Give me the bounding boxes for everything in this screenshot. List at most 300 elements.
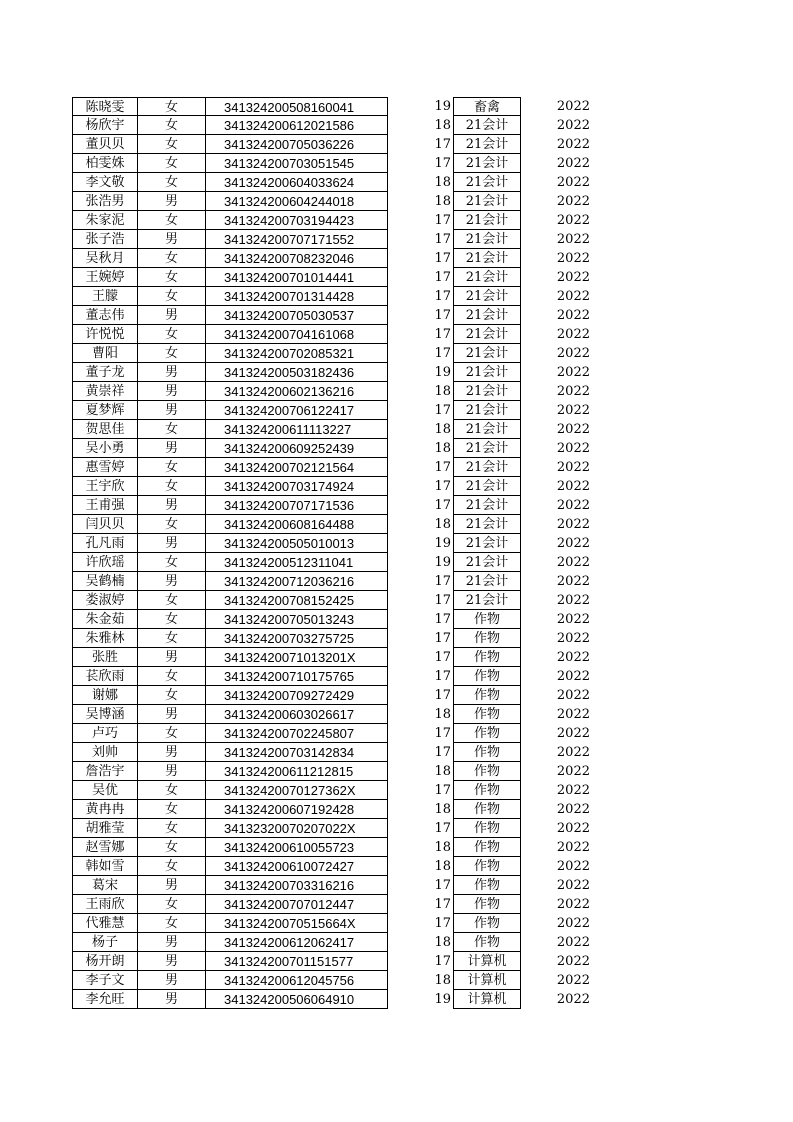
gender-cell: 男 <box>138 933 206 952</box>
gender-cell: 女 <box>138 667 206 686</box>
class-cell: 作物 <box>453 667 521 686</box>
class-cell: 作物 <box>453 743 521 762</box>
year-cell: 2022 <box>556 954 590 969</box>
gender-cell: 男 <box>138 306 206 325</box>
gender-cell: 男 <box>138 534 206 553</box>
id-number-cell: 341324200612045756 <box>206 971 388 990</box>
student-name-cell: 娄淑婷 <box>72 591 138 610</box>
table-row <box>0 268 793 287</box>
class-cell: 作物 <box>453 781 521 800</box>
year-cell: 2022 <box>556 118 590 133</box>
student-name-cell: 董志伟 <box>72 306 138 325</box>
student-name-cell: 朱金茹 <box>72 610 138 629</box>
id-number-cell: 341324200709272429 <box>206 686 388 705</box>
table-row <box>0 933 793 952</box>
table-row <box>0 382 793 401</box>
table-row <box>0 534 793 553</box>
table-row <box>0 287 793 306</box>
year-cell: 2022 <box>556 517 590 532</box>
id-number-cell: 341324200701314428 <box>206 287 388 306</box>
student-name-cell: 闫贝贝 <box>72 515 138 534</box>
table-row <box>0 420 793 439</box>
age-cell: 19 <box>434 536 451 551</box>
student-name-cell: 李子文 <box>72 971 138 990</box>
table-row <box>0 458 793 477</box>
student-name-cell: 黄崇祥 <box>72 382 138 401</box>
age-cell: 17 <box>434 726 451 741</box>
table-row <box>0 154 793 173</box>
table-row <box>0 230 793 249</box>
year-cell: 2022 <box>556 973 590 988</box>
student-name-cell: 董子龙 <box>72 363 138 382</box>
id-number-cell: 341324200611212815 <box>206 762 388 781</box>
student-name-cell: 李文敬 <box>72 173 138 192</box>
gender-cell: 女 <box>138 97 206 116</box>
table-row <box>0 249 793 268</box>
class-cell: 21会计 <box>453 325 521 344</box>
age-cell: 17 <box>434 327 451 342</box>
year-cell: 2022 <box>556 574 590 589</box>
year-cell: 2022 <box>556 612 590 627</box>
student-name-cell: 韩如雪 <box>72 857 138 876</box>
id-number-cell: 341324200703142834 <box>206 743 388 762</box>
class-cell: 作物 <box>453 933 521 952</box>
age-cell: 17 <box>434 783 451 798</box>
table-row <box>0 705 793 724</box>
gender-cell: 男 <box>138 705 206 724</box>
age-cell: 17 <box>434 574 451 589</box>
student-name-cell: 黄冉冉 <box>72 800 138 819</box>
table-row <box>0 610 793 629</box>
table-row <box>0 116 793 135</box>
table-row <box>0 344 793 363</box>
student-name-cell: 赵雪娜 <box>72 838 138 857</box>
year-cell: 2022 <box>556 327 590 342</box>
age-cell: 17 <box>434 308 451 323</box>
id-number-cell: 34132420070515664X <box>206 914 388 933</box>
table-row <box>0 325 793 344</box>
student-name-cell: 代雅慧 <box>72 914 138 933</box>
age-cell: 19 <box>434 555 451 570</box>
gender-cell: 男 <box>138 971 206 990</box>
id-number-cell: 341324200702085321 <box>206 344 388 363</box>
class-cell: 21会计 <box>453 515 521 534</box>
year-cell: 2022 <box>556 840 590 855</box>
age-cell: 17 <box>434 289 451 304</box>
gender-cell: 男 <box>138 876 206 895</box>
id-number-cell: 341324200503182436 <box>206 363 388 382</box>
class-cell: 21会计 <box>453 211 521 230</box>
id-number-cell: 341324200608164488 <box>206 515 388 534</box>
id-number-cell: 341324200611113227 <box>206 420 388 439</box>
class-cell: 21会计 <box>453 135 521 154</box>
class-cell: 21会计 <box>453 572 521 591</box>
age-cell: 18 <box>434 802 451 817</box>
student-name-cell: 许欣瑶 <box>72 553 138 572</box>
gender-cell: 女 <box>138 116 206 135</box>
id-number-cell: 341324200708232046 <box>206 249 388 268</box>
age-cell: 17 <box>434 669 451 684</box>
id-number-cell: 34132420071013201X <box>206 648 388 667</box>
class-cell: 计算机 <box>453 952 521 971</box>
class-cell: 21会计 <box>453 553 521 572</box>
student-name-cell: 谢娜 <box>72 686 138 705</box>
id-number-cell: 341324200706122417 <box>206 401 388 420</box>
id-number-cell: 341324200703174924 <box>206 477 388 496</box>
gender-cell: 女 <box>138 819 206 838</box>
student-name-cell: 詹浩宇 <box>72 762 138 781</box>
age-cell: 17 <box>434 954 451 969</box>
table-row <box>0 971 793 990</box>
year-cell: 2022 <box>556 460 590 475</box>
table-row <box>0 743 793 762</box>
id-number-cell: 341324200512311041 <box>206 553 388 572</box>
table-row <box>0 857 793 876</box>
age-cell: 19 <box>434 99 451 114</box>
table-row <box>0 914 793 933</box>
table-row <box>0 572 793 591</box>
student-name-cell: 朱雅林 <box>72 629 138 648</box>
class-cell: 21会计 <box>453 192 521 211</box>
id-number-cell: 341324200703194423 <box>206 211 388 230</box>
year-cell: 2022 <box>556 555 590 570</box>
table-row <box>0 477 793 496</box>
table-row <box>0 515 793 534</box>
year-cell: 2022 <box>556 650 590 665</box>
class-cell: 21会计 <box>453 439 521 458</box>
gender-cell: 女 <box>138 515 206 534</box>
year-cell: 2022 <box>556 251 590 266</box>
age-cell: 17 <box>434 479 451 494</box>
year-cell: 2022 <box>556 308 590 323</box>
table-row <box>0 819 793 838</box>
age-cell: 17 <box>434 612 451 627</box>
class-cell: 作物 <box>453 838 521 857</box>
gender-cell: 女 <box>138 325 206 344</box>
year-cell: 2022 <box>556 935 590 950</box>
year-cell: 2022 <box>556 764 590 779</box>
class-cell: 作物 <box>453 800 521 819</box>
gender-cell: 女 <box>138 800 206 819</box>
student-name-cell: 杨开朗 <box>72 952 138 971</box>
age-cell: 18 <box>434 973 451 988</box>
class-cell: 21会计 <box>453 363 521 382</box>
class-cell: 21会计 <box>453 249 521 268</box>
student-name-cell: 王朦 <box>72 287 138 306</box>
age-cell: 18 <box>434 517 451 532</box>
year-cell: 2022 <box>556 99 590 114</box>
class-cell: 21会计 <box>453 173 521 192</box>
id-number-cell: 341324200705036226 <box>206 135 388 154</box>
age-cell: 17 <box>434 498 451 513</box>
id-number-cell: 341324200609252439 <box>206 439 388 458</box>
gender-cell: 女 <box>138 895 206 914</box>
class-cell: 作物 <box>453 686 521 705</box>
class-cell: 21会计 <box>453 382 521 401</box>
class-cell: 作物 <box>453 914 521 933</box>
student-name-cell: 夏梦辉 <box>72 401 138 420</box>
student-name-cell: 刘帅 <box>72 743 138 762</box>
student-name-cell: 吴秋月 <box>72 249 138 268</box>
table-row <box>0 800 793 819</box>
student-name-cell: 卢巧 <box>72 724 138 743</box>
student-name-cell: 杨子 <box>72 933 138 952</box>
year-cell: 2022 <box>556 707 590 722</box>
table-row <box>0 762 793 781</box>
gender-cell: 女 <box>138 249 206 268</box>
gender-cell: 女 <box>138 477 206 496</box>
student-name-cell: 李允旺 <box>72 990 138 1009</box>
id-number-cell: 341324200607192428 <box>206 800 388 819</box>
year-cell: 2022 <box>556 745 590 760</box>
table-row <box>0 135 793 154</box>
class-cell: 作物 <box>453 648 521 667</box>
class-cell: 作物 <box>453 819 521 838</box>
student-name-cell: 苌欣雨 <box>72 667 138 686</box>
year-cell: 2022 <box>556 441 590 456</box>
table-row <box>0 211 793 230</box>
id-number-cell: 341324200702121564 <box>206 458 388 477</box>
year-cell: 2022 <box>556 232 590 247</box>
table-row <box>0 306 793 325</box>
class-cell: 畜禽 <box>453 97 521 116</box>
id-number-cell: 341324200703051545 <box>206 154 388 173</box>
class-cell: 作物 <box>453 610 521 629</box>
class-cell: 作物 <box>453 895 521 914</box>
id-number-cell: 341324200705013243 <box>206 610 388 629</box>
age-cell: 18 <box>434 194 451 209</box>
class-cell: 21会计 <box>453 154 521 173</box>
student-name-cell: 朱家泥 <box>72 211 138 230</box>
gender-cell: 男 <box>138 192 206 211</box>
table-row <box>0 990 793 1009</box>
id-number-cell: 341324200603026617 <box>206 705 388 724</box>
table-row <box>0 667 793 686</box>
gender-cell: 男 <box>138 230 206 249</box>
student-name-cell: 王甫强 <box>72 496 138 515</box>
class-cell: 21会计 <box>453 458 521 477</box>
gender-cell: 女 <box>138 591 206 610</box>
id-number-cell: 341324200705030537 <box>206 306 388 325</box>
age-cell: 17 <box>434 821 451 836</box>
age-cell: 17 <box>434 916 451 931</box>
year-cell: 2022 <box>556 365 590 380</box>
table-row <box>0 648 793 667</box>
id-number-cell: 341324200610055723 <box>206 838 388 857</box>
age-cell: 18 <box>434 764 451 779</box>
id-number-cell: 341324200604033624 <box>206 173 388 192</box>
age-cell: 17 <box>434 346 451 361</box>
id-number-cell: 341324200702245807 <box>206 724 388 743</box>
id-number-cell: 341324200710175765 <box>206 667 388 686</box>
age-cell: 17 <box>434 650 451 665</box>
year-cell: 2022 <box>556 175 590 190</box>
gender-cell: 男 <box>138 762 206 781</box>
table-row <box>0 496 793 515</box>
table-row <box>0 173 793 192</box>
student-name-cell: 张胜 <box>72 648 138 667</box>
table-row <box>0 439 793 458</box>
table-row <box>0 553 793 572</box>
age-cell: 18 <box>434 840 451 855</box>
student-name-cell: 柏雯姝 <box>72 154 138 173</box>
student-name-cell: 董贝贝 <box>72 135 138 154</box>
gender-cell: 男 <box>138 743 206 762</box>
id-number-cell: 341324200707012447 <box>206 895 388 914</box>
year-cell: 2022 <box>556 859 590 874</box>
id-number-cell: 341324200707171536 <box>206 496 388 515</box>
gender-cell: 男 <box>138 952 206 971</box>
id-number-cell: 341324200610072427 <box>206 857 388 876</box>
gender-cell: 男 <box>138 363 206 382</box>
gender-cell: 男 <box>138 439 206 458</box>
id-number-cell: 341324200508160041 <box>206 97 388 116</box>
gender-cell: 女 <box>138 914 206 933</box>
class-cell: 21会计 <box>453 534 521 553</box>
year-cell: 2022 <box>556 536 590 551</box>
class-cell: 计算机 <box>453 971 521 990</box>
age-cell: 17 <box>434 897 451 912</box>
year-cell: 2022 <box>556 498 590 513</box>
id-number-cell: 34132420070127362X <box>206 781 388 800</box>
gender-cell: 男 <box>138 401 206 420</box>
year-cell: 2022 <box>556 403 590 418</box>
gender-cell: 女 <box>138 211 206 230</box>
id-number-cell: 341324200701151577 <box>206 952 388 971</box>
student-name-cell: 葛宋 <box>72 876 138 895</box>
class-cell: 21会计 <box>453 287 521 306</box>
class-cell: 计算机 <box>453 990 521 1009</box>
year-cell: 2022 <box>556 897 590 912</box>
gender-cell: 男 <box>138 496 206 515</box>
gender-cell: 女 <box>138 458 206 477</box>
gender-cell: 女 <box>138 781 206 800</box>
age-cell: 18 <box>434 175 451 190</box>
gender-cell: 女 <box>138 629 206 648</box>
year-cell: 2022 <box>556 137 590 152</box>
id-number-cell: 341324200703275725 <box>206 629 388 648</box>
age-cell: 18 <box>434 707 451 722</box>
class-cell: 21会计 <box>453 230 521 249</box>
table-row <box>0 724 793 743</box>
class-cell: 21会计 <box>453 268 521 287</box>
year-cell: 2022 <box>556 992 590 1007</box>
gender-cell: 女 <box>138 857 206 876</box>
gender-cell: 女 <box>138 344 206 363</box>
student-name-cell: 惠雪婷 <box>72 458 138 477</box>
table-row <box>0 895 793 914</box>
age-cell: 18 <box>434 118 451 133</box>
age-cell: 18 <box>434 441 451 456</box>
age-cell: 17 <box>434 593 451 608</box>
student-name-cell: 吴小勇 <box>72 439 138 458</box>
id-number-cell: 341324200602136216 <box>206 382 388 401</box>
gender-cell: 女 <box>138 838 206 857</box>
gender-cell: 男 <box>138 990 206 1009</box>
age-cell: 17 <box>434 745 451 760</box>
age-cell: 19 <box>434 365 451 380</box>
year-cell: 2022 <box>556 688 590 703</box>
id-number-cell: 341324200701014441 <box>206 268 388 287</box>
student-name-cell: 许悦悦 <box>72 325 138 344</box>
class-cell: 21会计 <box>453 116 521 135</box>
year-cell: 2022 <box>556 916 590 931</box>
student-name-cell: 杨欣宇 <box>72 116 138 135</box>
gender-cell: 男 <box>138 382 206 401</box>
age-cell: 17 <box>434 232 451 247</box>
student-name-cell: 陈晓雯 <box>72 97 138 116</box>
table-row <box>0 192 793 211</box>
class-cell: 21会计 <box>453 401 521 420</box>
class-cell: 作物 <box>453 762 521 781</box>
class-cell: 21会计 <box>453 591 521 610</box>
id-number-cell: 341324200612021586 <box>206 116 388 135</box>
table-row <box>0 838 793 857</box>
table-row <box>0 591 793 610</box>
class-cell: 21会计 <box>453 496 521 515</box>
class-cell: 作物 <box>453 629 521 648</box>
year-cell: 2022 <box>556 821 590 836</box>
year-cell: 2022 <box>556 346 590 361</box>
age-cell: 17 <box>434 403 451 418</box>
year-cell: 2022 <box>556 783 590 798</box>
id-number-cell: 34132320070207022X <box>206 819 388 838</box>
student-name-cell: 张子浩 <box>72 230 138 249</box>
id-number-cell: 341324200704161068 <box>206 325 388 344</box>
gender-cell: 女 <box>138 268 206 287</box>
age-cell: 17 <box>434 156 451 171</box>
year-cell: 2022 <box>556 270 590 285</box>
class-cell: 作物 <box>453 857 521 876</box>
id-number-cell: 341324200703316216 <box>206 876 388 895</box>
table-row <box>0 401 793 420</box>
student-name-cell: 吴鹤楠 <box>72 572 138 591</box>
table-row <box>0 876 793 895</box>
gender-cell: 男 <box>138 572 206 591</box>
id-number-cell: 341324200505010013 <box>206 534 388 553</box>
class-cell: 21会计 <box>453 306 521 325</box>
id-number-cell: 341324200707171552 <box>206 230 388 249</box>
student-table <box>0 97 793 1009</box>
student-name-cell: 吴优 <box>72 781 138 800</box>
student-name-cell: 吴博涵 <box>72 705 138 724</box>
table-row <box>0 686 793 705</box>
table-row <box>0 629 793 648</box>
id-number-cell: 341324200612062417 <box>206 933 388 952</box>
class-cell: 作物 <box>453 876 521 895</box>
year-cell: 2022 <box>556 194 590 209</box>
gender-cell: 女 <box>138 135 206 154</box>
student-name-cell: 王婉婷 <box>72 268 138 287</box>
class-cell: 21会计 <box>453 344 521 363</box>
student-name-cell: 孔凡雨 <box>72 534 138 553</box>
age-cell: 17 <box>434 270 451 285</box>
year-cell: 2022 <box>556 631 590 646</box>
age-cell: 17 <box>434 631 451 646</box>
table-row <box>0 952 793 971</box>
age-cell: 18 <box>434 384 451 399</box>
gender-cell: 女 <box>138 686 206 705</box>
age-cell: 18 <box>434 422 451 437</box>
age-cell: 18 <box>434 859 451 874</box>
id-number-cell: 341324200708152425 <box>206 591 388 610</box>
class-cell: 作物 <box>453 705 521 724</box>
year-cell: 2022 <box>556 213 590 228</box>
year-cell: 2022 <box>556 156 590 171</box>
student-name-cell: 王雨欣 <box>72 895 138 914</box>
year-cell: 2022 <box>556 593 590 608</box>
table-row <box>0 781 793 800</box>
